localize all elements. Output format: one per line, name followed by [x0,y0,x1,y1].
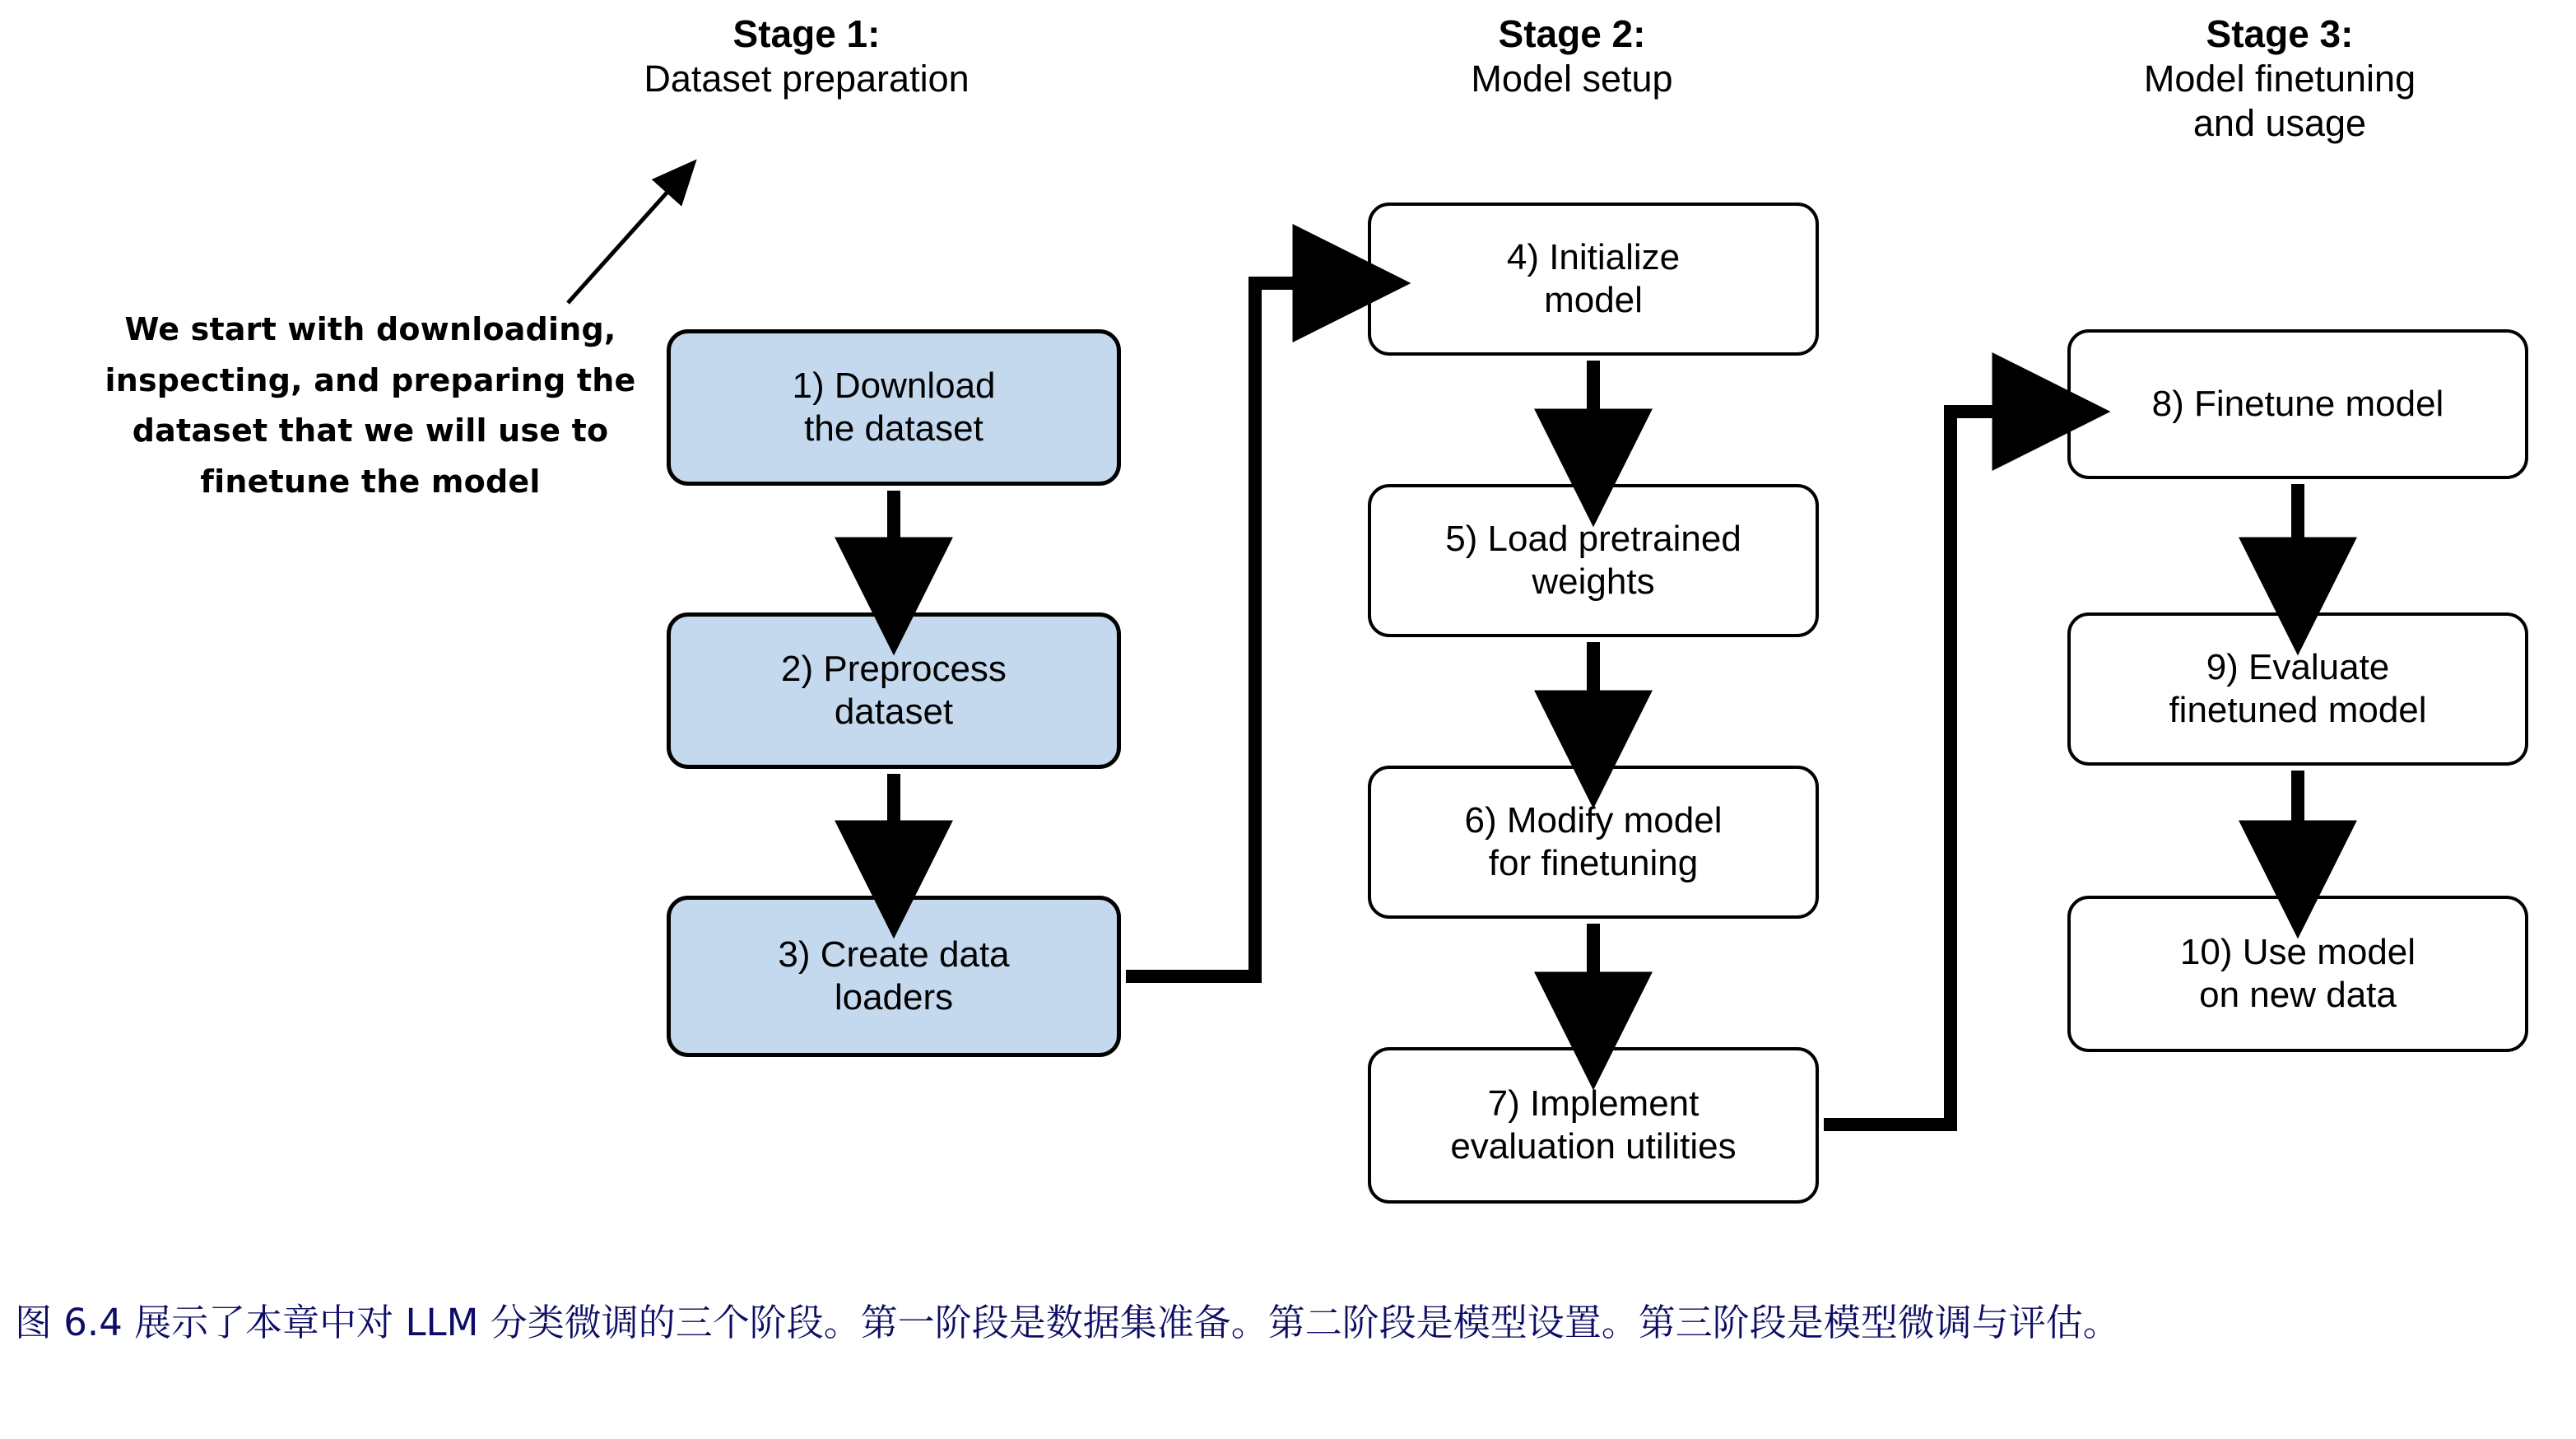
intro-annotation-text: We start with downloading, inspecting, and preparing the dataset that we will use to finetune the model [105,311,636,500]
stage-1-subtitle: Dataset preparation [644,58,969,100]
node-load-pretrained-weights: 5) Load pretrained weights [1368,484,1819,637]
node-download-dataset: 1) Download the dataset [667,329,1121,486]
node-evaluate-finetuned-model: 9) Evaluate finetuned model [2067,612,2528,766]
annotation-pointer-arrow [568,175,683,303]
node-preprocess-dataset: 2) Preprocess dataset [667,612,1121,769]
arrow-7-to-8 [1824,412,2053,1125]
arrow-3-to-4 [1126,283,1353,976]
stage-3-title: Stage 3: [2206,12,2354,55]
figure-caption: 图 6.4 展示了本章中对 LLM 分类微调的三个阶段。第一阶段是数据集准备。第二阶段是模型设置。第三阶段是模型微调与评估。 [15,1301,2120,1344]
stage-3-subtitle: Model finetuning and usage [2143,58,2416,145]
node-modify-model-for-finetuning: 6) Modify model for finetuning [1368,766,1819,919]
stage-2-heading [1284,12,1860,101]
node-finetune-model: 8) Finetune model [2067,329,2528,479]
stage-2-subtitle: Model setup [1471,58,1673,100]
stage-2-title: Stage 2: [1498,12,1646,55]
node-implement-evaluation-utilities: 7) Implement evaluation utilities [1368,1047,1819,1204]
node-initialize-model: 4) Initialize model [1368,203,1819,356]
node-use-model-on-new-data: 10) Use model on new data [2067,896,2528,1052]
stage-1-heading [510,12,1103,101]
stage-1-title: Stage 1: [732,12,881,55]
stage-3-heading [1992,12,2568,146]
node-create-data-loaders: 3) Create data loaders [667,896,1121,1057]
